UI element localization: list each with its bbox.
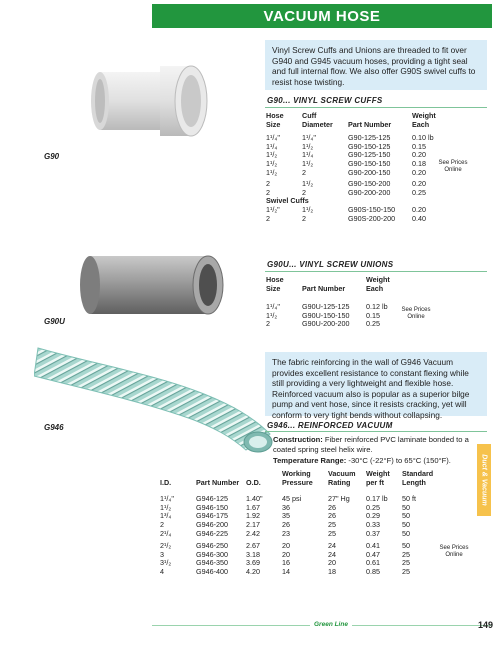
cell: 25 xyxy=(402,549,410,559)
cell: 20 xyxy=(282,549,290,559)
cell: 2¹/₂ xyxy=(160,541,172,551)
cell: 2.42 xyxy=(246,528,260,538)
cell: G90S-150-150 xyxy=(348,204,396,214)
cell: 0.20 xyxy=(412,150,426,160)
cell: G90U-125-125 xyxy=(302,302,350,312)
g90-intro-box xyxy=(265,40,487,90)
cell: G946-225 xyxy=(196,528,228,538)
cell: 1¹/₂ xyxy=(160,502,172,512)
cell: 27" Hg xyxy=(328,494,350,504)
g90-title-rule xyxy=(265,107,487,108)
cell: 1¹/₂" xyxy=(266,204,280,214)
g90-cuff-image xyxy=(86,52,226,147)
cell: 0.25 xyxy=(412,187,426,197)
g946-title-rule xyxy=(265,431,487,432)
cell: 23 xyxy=(282,528,290,538)
cell: 1¹/₂ xyxy=(266,150,278,160)
cell: 50 xyxy=(402,502,410,512)
cell: 26 xyxy=(282,519,290,529)
cell: 20 xyxy=(282,541,290,551)
cell: 0.25 xyxy=(366,502,380,512)
cell: 50 xyxy=(402,541,410,551)
cell: 25 xyxy=(402,566,410,576)
cell: 2 xyxy=(160,519,164,529)
cell: 1¹/₄" xyxy=(266,133,280,143)
g946-temperature xyxy=(273,456,479,466)
cell: 16 xyxy=(282,558,290,568)
cell: 0.61 xyxy=(366,558,380,568)
cell: 45 psi xyxy=(282,494,302,504)
g946-table xyxy=(160,470,444,577)
cell: 24 xyxy=(328,549,336,559)
cell: 3.18 xyxy=(246,549,260,559)
cell: 0.20 xyxy=(412,167,426,177)
footer-brand: Green Line xyxy=(310,621,352,628)
cell: 50 xyxy=(402,528,410,538)
temperature-text: -30°C (-22°F) to 65°C (150°F). xyxy=(348,456,451,465)
g90u-section-title: G90U... VINYL SCREW UNIONS xyxy=(267,260,394,269)
page-title: VACUUM HOSE xyxy=(263,8,381,25)
table-row xyxy=(266,215,450,224)
cell: G946-125 xyxy=(196,494,228,504)
cell: 1.67 xyxy=(246,502,260,512)
g90u-table xyxy=(266,276,406,329)
cell: 0.41 xyxy=(366,541,380,551)
cell: 26 xyxy=(328,502,336,512)
cell: G946-200 xyxy=(196,519,228,529)
cell: 0.18 xyxy=(412,158,426,168)
cell: G946-350 xyxy=(196,558,228,568)
col-vacuum-rating: Vacuum Rating xyxy=(328,469,356,487)
cell: G90-150-125 xyxy=(348,141,391,151)
cell: 1¹/₄" xyxy=(160,494,174,504)
cell: 2 xyxy=(266,179,270,189)
cell: G946-250 xyxy=(196,541,228,551)
cell: 0.17 lb xyxy=(366,494,388,504)
cell: G90-150-150 xyxy=(348,158,391,168)
cell: 1¹/₂ xyxy=(266,167,278,177)
cell: 14 xyxy=(282,566,290,576)
cell: 36 xyxy=(282,502,290,512)
table-header-row xyxy=(266,276,406,295)
g90-intro-text: Vinyl Screw Cuffs and Unions are threaded to fit over G940 and G945 vacuum hoses, providing a tight seal and full internal flow. We also offer G90S swivel cuffs to resist hose twisting. xyxy=(272,45,476,87)
cell: 4 xyxy=(160,566,164,576)
cell: G90-125-150 xyxy=(348,150,391,160)
col-part-number: Part Number xyxy=(348,119,392,129)
cell: 0.40 xyxy=(412,213,426,223)
cell: 50 ft xyxy=(402,494,416,504)
cell: 2.17 xyxy=(246,519,260,529)
cell: 0.12 lb xyxy=(366,302,388,312)
cell: 0.20 xyxy=(412,179,426,189)
cell: G946-150 xyxy=(196,502,228,512)
cell: 25 xyxy=(328,528,336,538)
g946-intro-box xyxy=(265,352,487,420)
col-weight: Weight Each xyxy=(366,275,390,293)
cell: 1¹/₂ xyxy=(302,158,314,168)
cell: 1³/₄ xyxy=(160,511,172,521)
g946-see-prices: See Prices Online xyxy=(439,545,469,558)
col-cuff-diameter: Cuff Diameter xyxy=(302,111,333,129)
g90u-see-prices: See Prices Online xyxy=(401,307,431,320)
cell: 0.85 xyxy=(366,566,380,576)
construction-text: Fiber reinforced PVC laminate bonded to a coated spring steel helix wire. xyxy=(273,435,469,454)
cell: 0.25 xyxy=(366,319,380,329)
cell: 0.15 xyxy=(412,141,426,151)
g90u-title-rule xyxy=(265,271,487,272)
cell: 0.15 xyxy=(366,310,380,320)
g90u-union-image xyxy=(76,250,232,320)
table-row xyxy=(160,568,444,577)
cell: 3.69 xyxy=(246,558,260,568)
cell: 2 xyxy=(302,187,306,197)
g946-section-title: G946... REINFORCED VACUUM xyxy=(267,421,393,430)
g90-see-prices: See Prices Online xyxy=(438,160,468,173)
col-weight: Weight Each xyxy=(412,111,436,129)
section-side-tab xyxy=(477,444,491,516)
cell: G90-150-200 xyxy=(348,179,391,189)
cell: G90U-200-200 xyxy=(302,319,350,329)
cell: G946-175 xyxy=(196,511,228,521)
g90-label: G90 xyxy=(44,152,60,161)
cell: 25 xyxy=(402,558,410,568)
table-header-row xyxy=(160,470,444,489)
cell: 24 xyxy=(328,541,336,551)
cell: G90-125-125 xyxy=(348,133,391,143)
col-od: O.D. xyxy=(246,477,261,487)
table-row xyxy=(160,530,444,539)
cell: 2 xyxy=(302,213,306,223)
cell: 3 xyxy=(160,549,164,559)
table-row xyxy=(266,169,450,178)
cell: 2¹/₄ xyxy=(160,528,172,538)
g90-table xyxy=(266,112,450,223)
cell: G946-300 xyxy=(196,549,228,559)
swivel-cuffs-label: Swivel Cuffs xyxy=(266,196,309,206)
cell: 2 xyxy=(302,167,306,177)
g90u-label: G90U xyxy=(44,317,65,326)
cell: 2 xyxy=(266,319,270,329)
table-header-row xyxy=(266,112,450,131)
cell: 26 xyxy=(328,511,336,521)
cell: 0.47 xyxy=(366,549,380,559)
cell: 4.20 xyxy=(246,566,260,576)
page-number: 149 xyxy=(478,620,494,630)
g946-construction xyxy=(273,435,479,455)
cell: G90S-200-200 xyxy=(348,213,396,223)
cell: 1¹/₄" xyxy=(266,302,280,312)
g946-label: G946 xyxy=(44,423,64,432)
cell: 2 xyxy=(266,213,270,223)
cell: 1¹/₄ xyxy=(266,141,278,151)
col-weight-per-ft: Weight per ft xyxy=(366,469,390,487)
cell: 35 xyxy=(282,511,290,521)
cell: 0.29 xyxy=(366,511,380,521)
col-part-number: Part Number xyxy=(302,283,346,293)
cell: 0.37 xyxy=(366,528,380,538)
cell: G90U-150-150 xyxy=(302,310,350,320)
g946-intro-text: The fabric reinforcing in the wall of G946 Vacuum provides excellent resistance to constant flexing while still providing a very lightweight and flexible hose. Reinforced vacuum also is popular as a superior bilge pump and vent hose, since it resists cracking, yet will conform to very tight bends without collapsing. xyxy=(272,357,470,420)
g90-section-title: G90... VINYL SCREW CUFFS xyxy=(267,96,383,105)
cell: 0.33 xyxy=(366,519,380,529)
cell: 1¹/₂ xyxy=(266,158,278,168)
side-tab-label: Duct & Vacuum xyxy=(480,454,488,506)
cell: 2 xyxy=(266,187,270,197)
cell: G90-200-150 xyxy=(348,167,391,177)
cell: 0.20 xyxy=(412,204,426,214)
cell: 1.92 xyxy=(246,511,260,521)
col-working-pressure: Working Pressure xyxy=(282,469,313,487)
col-hose-size: Hose Size xyxy=(266,275,284,293)
header-bar xyxy=(152,4,492,28)
col-id: I.D. xyxy=(160,477,172,487)
cell: 1.40" xyxy=(246,494,263,504)
cell: G90-200-200 xyxy=(348,187,391,197)
cell: 1¹/₂ xyxy=(302,204,314,214)
col-standard-length: Standard Length xyxy=(402,469,434,487)
cell: 1¹/₂ xyxy=(302,141,314,151)
cell: 50 xyxy=(402,511,410,521)
g946-hose-image xyxy=(34,338,274,458)
cell: 20 xyxy=(328,558,336,568)
col-hose-size: Hose Size xyxy=(266,111,284,129)
cell: 1¹/₂ xyxy=(302,179,314,189)
cell: 2.67 xyxy=(246,541,260,551)
cell: 18 xyxy=(328,566,336,576)
construction-label: Construction: xyxy=(273,435,323,444)
temperature-label: Temperature Range: xyxy=(273,456,347,465)
table-row xyxy=(266,320,406,329)
cell: 0.10 lb xyxy=(412,133,434,143)
cell: 1¹/₂ xyxy=(266,310,278,320)
col-part-number: Part Number xyxy=(196,477,240,487)
cell: 25 xyxy=(328,519,336,529)
cell: 1¹/₄" xyxy=(302,133,316,143)
cell: G946-400 xyxy=(196,566,228,576)
cell: 3¹/₂ xyxy=(160,558,172,568)
cell: 50 xyxy=(402,519,410,529)
cell: 1¹/₄ xyxy=(302,150,314,160)
